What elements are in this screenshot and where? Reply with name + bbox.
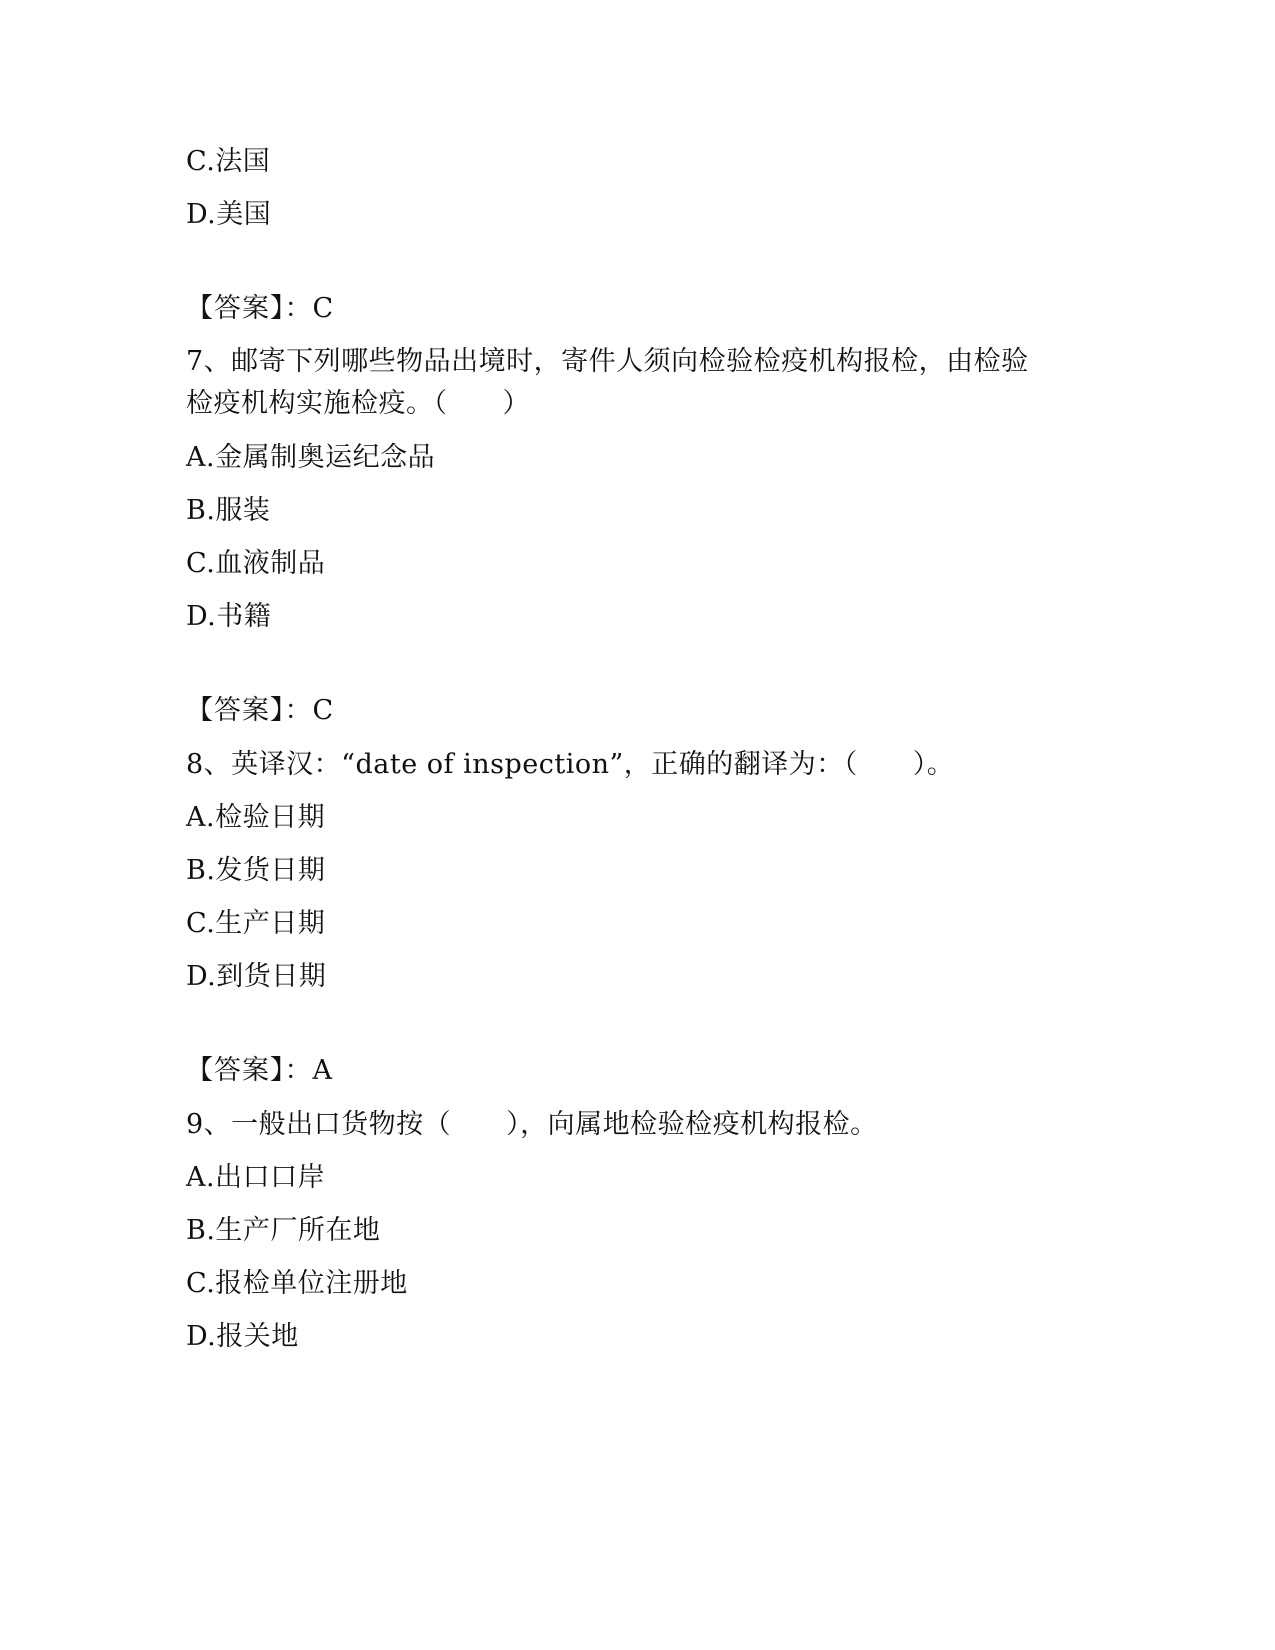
question-9-stem: 9、一般出口货物按（ ），向属地检验检疫机构报检。 [186,1109,878,1140]
question-7-option-a: A.金属制奥运纪念品 [186,442,436,473]
question-7-option-d: D.书籍 [186,601,272,632]
question-8-option-b: B.发货日期 [186,855,326,886]
question-8-answer: 【答案】：A [186,1055,333,1086]
question-9-option-c: C.报检单位注册地 [186,1268,408,1299]
option-c: C.法国 [186,146,271,177]
question-7-answer: 【答案】：C [186,695,335,726]
question-9-option-a: A.出口口岸 [186,1162,326,1193]
question-9-option-d: D.报关地 [186,1321,299,1352]
question-8-option-c: C.生产日期 [186,908,326,939]
question-7-stem-line-1: 7、邮寄下列哪些物品出境时，寄件人须向检验检疫机构报检，由检验 [186,346,1029,377]
question-8-stem: 8、英译汉：“date of inspection”，正确的翻译为：（ ）。 [186,749,955,780]
question-7-stem-line-2: 检疫机构实施检疫。（ ） [186,388,530,419]
option-d: D.美国 [186,199,272,230]
answer-line: 【答案】：C [186,293,335,324]
question-7-option-c: C.血液制品 [186,548,326,579]
question-9-option-b: B.生产厂所在地 [186,1215,381,1246]
question-7-option-b: B.服装 [186,495,271,526]
question-8-option-d: D.到货日期 [186,961,327,992]
question-8-option-a: A.检验日期 [186,802,326,833]
